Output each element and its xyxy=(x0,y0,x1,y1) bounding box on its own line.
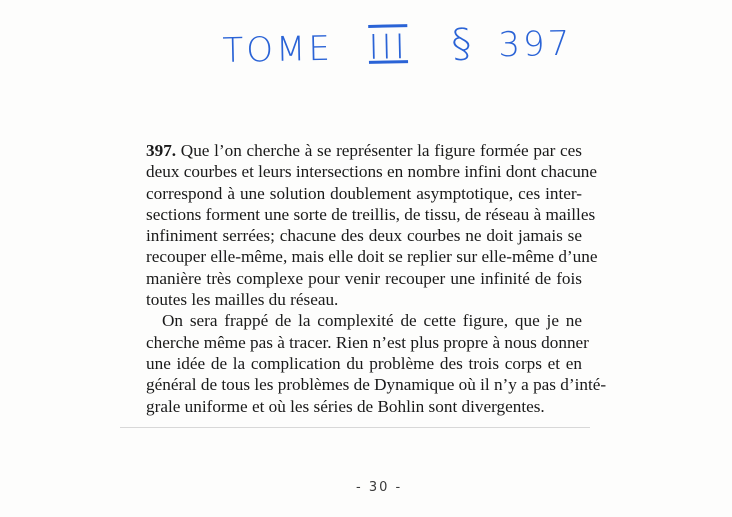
text-line: On sera frappé de la complexité de cette figure, que je ne xyxy=(162,311,582,331)
text-line: correspond à une solution doublement asymptotique, ces inter- xyxy=(146,183,582,203)
divider-line xyxy=(120,427,590,428)
text-line: recouper elle-même, mais elle doit se replier sur elle-même d’une xyxy=(146,247,598,267)
text-line: une idée de la complication du problème des trois corps et en xyxy=(146,353,582,373)
text-line: général de tous les problèmes de Dynamique où il n’y a pas d’inté- xyxy=(146,375,607,395)
text-line: deux courbes et leurs intersections en nombre infini dont chacune xyxy=(146,162,598,182)
handwritten-header xyxy=(222,18,603,76)
page-number: - 30 - xyxy=(356,480,403,495)
text-line: toutes les mailles du réseau. xyxy=(146,290,339,310)
header-section-number: 397 xyxy=(497,23,573,66)
header-tome: TOME xyxy=(222,28,334,71)
header-volume: III xyxy=(368,27,409,68)
header-section-sign: § xyxy=(451,20,475,68)
body-text xyxy=(146,140,607,417)
text-line: infiniment serrées; chacune des deux courbes ne doit jamais se xyxy=(146,226,582,246)
text-line: manière très complexe pour venir recouper une infinité de fois xyxy=(146,268,582,288)
text-line: sections forment une sorte de treillis, de tissu, de réseau à mailles xyxy=(146,204,596,224)
text-line: 397. Que l’on cherche à se représenter la figure formée par ces xyxy=(146,141,582,160)
paragraph-number: 397. xyxy=(146,141,177,160)
text-line: cherche même pas à tracer. Rien n’est plus propre à nous donner xyxy=(146,332,589,352)
text-line: grale uniforme et où les séries de Bohlin sont divergentes. xyxy=(146,396,545,416)
